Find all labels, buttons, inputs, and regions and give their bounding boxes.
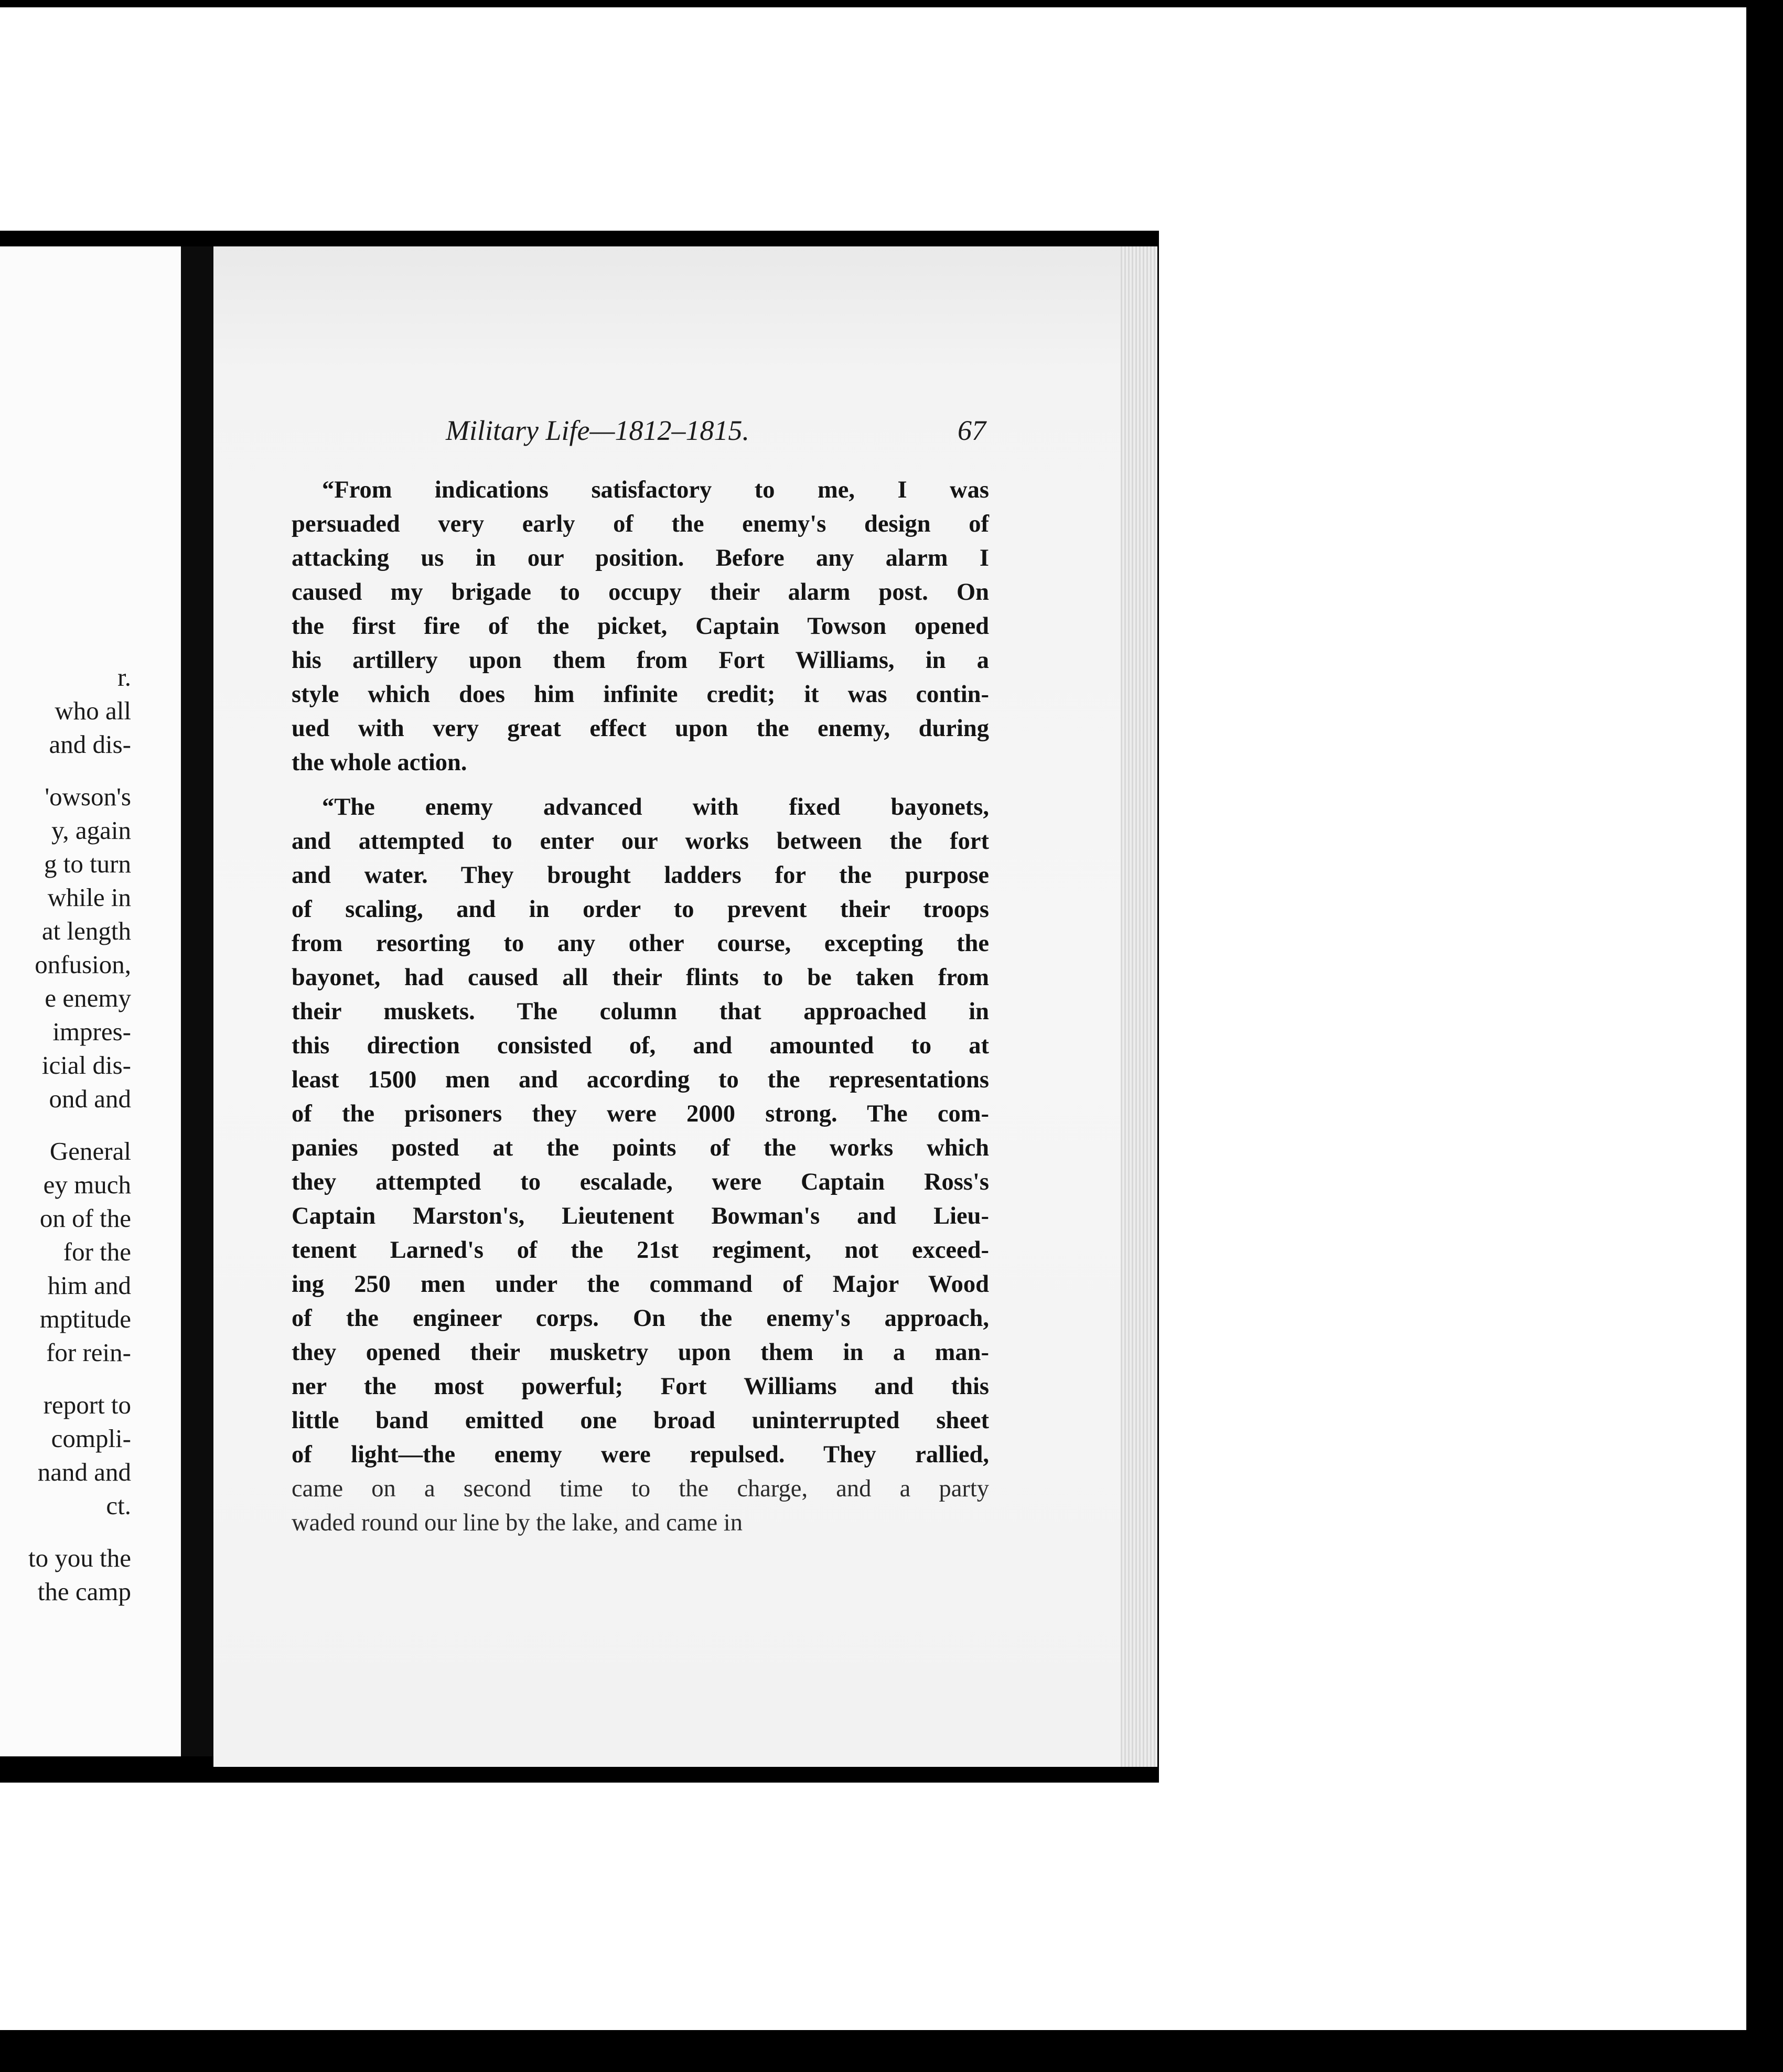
left-page-line: onfusion,: [35, 950, 131, 979]
left-page-line: for rein-: [46, 1338, 131, 1367]
page-number: 67: [958, 415, 986, 446]
left-page-line: e enemy: [45, 984, 131, 1012]
line-gap: [0, 1369, 131, 1388]
body-line: panies posted at the points of the works which: [292, 1135, 989, 1161]
left-page-line: icial dis-: [41, 1051, 131, 1080]
left-page-line: while in: [47, 883, 131, 912]
body-line: the first fire of the picket, Captain Towson opened: [292, 613, 989, 640]
left-page-line: y, again: [51, 816, 131, 845]
body-line: style which does him infinite credit; it was contin-: [292, 681, 989, 708]
left-page-line: at length: [41, 916, 131, 945]
body-line: their muskets. The column that approached in: [292, 998, 989, 1025]
left-page-line: impres-: [52, 1017, 131, 1046]
left-page-line: for the: [63, 1237, 131, 1266]
body-line: tenent Larned's of the 21st regiment, not exceed-: [292, 1237, 989, 1264]
body-line: his artillery upon them from Fort Williams, in a: [292, 647, 989, 674]
body-line: waded round our line by the lake, and came in: [292, 1509, 743, 1536]
body-line: they attempted to escalade, were Captain Ross's: [292, 1169, 989, 1195]
scanner-edge-top: [0, 0, 1783, 7]
line-gap: [0, 1116, 131, 1135]
book-gutter: [181, 246, 213, 1756]
left-page-line: ey much: [43, 1170, 131, 1199]
left-page-line: to you the: [28, 1544, 131, 1572]
body-line: and water. They brought ladders for the purpose: [292, 862, 989, 889]
left-page-line: ct.: [106, 1491, 131, 1520]
body-line: attacking us in our position. Before any alarm I: [292, 545, 989, 571]
body-line: of the prisoners they were 2000 strong. The com-: [292, 1100, 989, 1127]
left-page-text: [0, 661, 131, 1609]
running-header: [241, 414, 986, 451]
body-line: caused my brigade to occupy their alarm post. On: [292, 579, 989, 606]
body-line: this direction consisted of, and amounted to at: [292, 1032, 989, 1059]
body-line: of light—the enemy were repulsed. They rallied,: [292, 1441, 989, 1468]
running-head-title: Military Life—1812–1815.: [446, 415, 749, 446]
body-line: “The enemy advanced with fixed bayonets,: [322, 794, 989, 821]
left-page-line: g to turn: [44, 849, 131, 878]
left-page-line: r.: [117, 663, 131, 692]
body-line: and attempted to enter our works between the fort: [292, 828, 989, 855]
left-page-line: the camp: [37, 1577, 131, 1606]
body-line: bayonet, had caused all their flints to be taken from: [292, 964, 989, 991]
paragraph-gap: [292, 780, 989, 790]
body-line: ued with very great effect upon the enemy, during: [292, 715, 989, 742]
page-edges: [1121, 246, 1157, 1767]
body-line: of scaling, and in order to prevent their troops: [292, 896, 989, 923]
body-line: persuaded very early of the enemy's design of: [292, 511, 989, 537]
body-line: came on a second time to the charge, and a party: [292, 1475, 989, 1502]
left-page-line: ond and: [49, 1084, 131, 1113]
left-page-line: mptitude: [39, 1304, 131, 1333]
scanner-edge-right: [1746, 0, 1783, 2072]
body-line: of the engineer corps. On the enemy's approach,: [292, 1305, 989, 1332]
left-page-line: on of the: [39, 1204, 131, 1233]
line-gap: [0, 1523, 131, 1541]
left-page-line: nand and: [37, 1458, 131, 1486]
body-line: “From indications satisfactory to me, I was: [322, 477, 989, 503]
body-line: ner the most powerful; Fort Williams and this: [292, 1373, 989, 1400]
body-line: least 1500 men and according to the representations: [292, 1066, 989, 1093]
body-line: from resorting to any other course, excepting the: [292, 930, 989, 957]
left-page-line: report to: [43, 1390, 131, 1419]
body-line: ing 250 men under the command of Major Wood: [292, 1271, 989, 1298]
left-page-line: General: [49, 1137, 131, 1166]
scanner-edge-bottom: [0, 2030, 1783, 2072]
left-page-line: him and: [47, 1271, 131, 1300]
page-body: [292, 473, 989, 1540]
body-line: little band emitted one broad uninterrupted sheet: [292, 1407, 989, 1434]
left-page-line: who all: [55, 696, 131, 725]
left-page-line: and dis-: [49, 730, 131, 759]
left-page: [0, 246, 181, 1756]
body-line: the whole action.: [292, 749, 467, 776]
line-gap: [0, 761, 131, 780]
left-page-line: 'owson's: [45, 782, 131, 811]
body-line: they opened their musketry upon them in a man-: [292, 1339, 989, 1366]
body-line: Captain Marston's, Lieutenent Bowman's and Lieu-: [292, 1203, 989, 1229]
left-page-line: compli-: [51, 1424, 131, 1453]
